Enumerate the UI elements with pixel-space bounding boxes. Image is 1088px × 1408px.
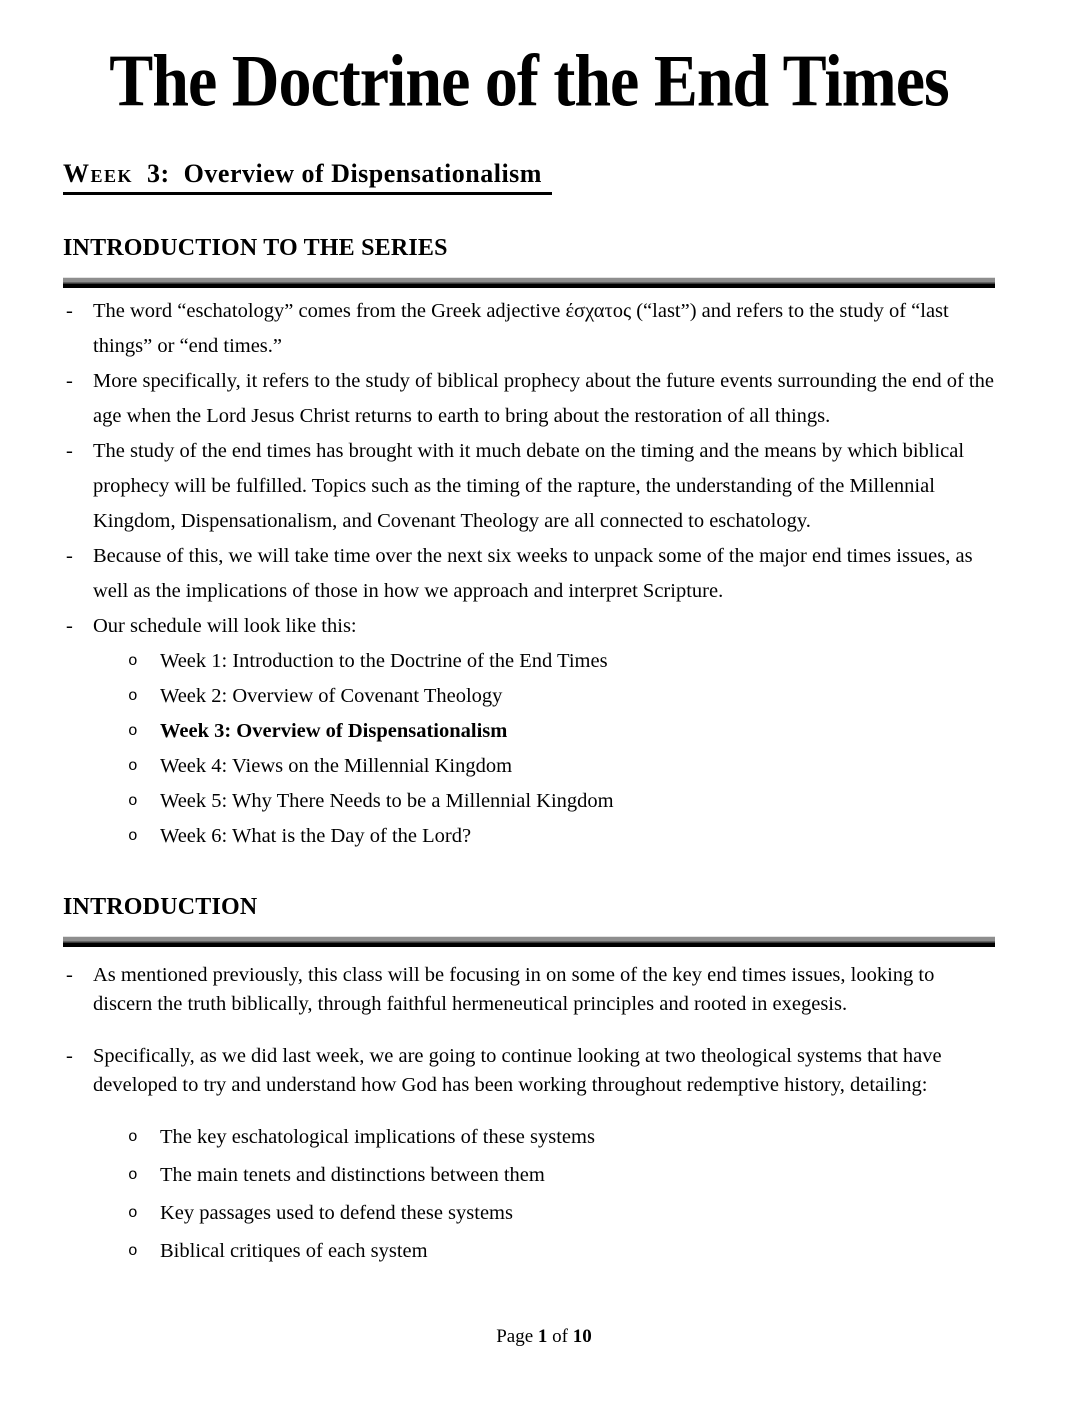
bullet-item [63, 961, 995, 1019]
dash-bullet-marker: - [66, 1044, 73, 1067]
dash-bullet-marker: - [66, 439, 73, 462]
bullet-text: Because of this, we will take time over the next six weeks to unpack some of the major end times issues, as well as the implications of those in how we approach and interpret Scripture. [93, 544, 973, 602]
bullet-text: More specifically, it refers to the study of biblical prophecy about the future events surrounding the end of the age when the Lord Jesus Christ returns to earth to bring about the restoration of all things. [93, 369, 994, 427]
introduction-section-heading: INTRODUCTION [63, 893, 258, 920]
schedule-item-text: Week 2: Overview of Covenant Theology [160, 684, 503, 707]
circle-bullet-marker: o [128, 791, 138, 810]
dash-bullet-marker: - [66, 544, 73, 567]
circle-bullet-marker: o [128, 1241, 138, 1260]
schedule-item-week-3-current [63, 714, 995, 749]
footer-of-label: of [552, 1326, 568, 1347]
footer-total-pages: 10 [572, 1326, 592, 1347]
sub-bullet-text: Key passages used to defend these systems [160, 1201, 513, 1224]
footer-page-number: 1 [537, 1326, 548, 1347]
document-title: The Doctrine of the End Times [109, 40, 949, 123]
circle-bullet-marker: o [128, 756, 138, 775]
sub-bullet-item [63, 1237, 995, 1266]
sub-bullet-text: The main tenets and distinctions between them [160, 1163, 545, 1186]
dash-bullet-marker: - [66, 299, 73, 322]
circle-bullet-marker: o [128, 1127, 138, 1146]
schedule-item-week-6 [63, 819, 995, 854]
schedule-item-text: Week 6: What is the Day of the Lord? [160, 824, 472, 847]
dash-bullet-marker: - [66, 369, 73, 392]
circle-bullet-marker: o [128, 651, 138, 670]
dash-bullet-marker: - [66, 614, 73, 637]
bullet-item [63, 539, 995, 609]
schedule-item-text: Week 4: Views on the Millennial Kingdom [160, 754, 513, 777]
bullet-item [63, 434, 995, 539]
sub-bullet-item [63, 1123, 995, 1152]
section-divider-rule [63, 936, 995, 947]
circle-bullet-marker: o [128, 1165, 138, 1184]
bullet-item [63, 609, 995, 644]
introduction-bullet-list [63, 961, 995, 1266]
bullet-text: Our schedule will look like this: [93, 614, 357, 637]
section-introduction-to-the-series [63, 235, 995, 854]
bullet-text: Specifically, as we did last week, we are going to continue looking at two theological systems that have developed to try and understand how God has been working throughout redemptive history, detailing: [93, 1044, 942, 1096]
series-bullet-list [63, 294, 995, 854]
sub-bullet-text: Biblical critiques of each system [160, 1239, 428, 1262]
sub-bullet-text: The key eschatological implications of these systems [160, 1125, 595, 1148]
bullet-item [63, 1042, 995, 1100]
schedule-sublist [63, 644, 995, 854]
schedule-item-week-1 [63, 644, 995, 679]
schedule-item-week-4 [63, 749, 995, 784]
bullet-text: The word “eschatology” comes from the Greek adjective έσχατος (“last”) and refers to the study of “last things” or “end times.” [93, 299, 949, 357]
circle-bullet-marker: o [128, 1203, 138, 1222]
footer-page-label: Page [496, 1326, 534, 1347]
circle-bullet-marker: o [128, 686, 138, 705]
schedule-item-text: Week 5: Why There Needs to be a Millennial Kingdom [160, 789, 614, 812]
schedule-item-text: Week 1: Introduction to the Doctrine of the End Times [160, 649, 608, 672]
week-heading-lead: Week [63, 158, 134, 188]
bullet-text: As mentioned previously, this class will be focusing in on some of the key end times issues, looking to discern the truth biblically, through faithful hermeneutical principles and rooted in exegesis. [93, 963, 935, 1015]
dash-bullet-marker: - [66, 963, 73, 986]
bullet-text: The study of the end times has brought with it much debate on the timing and the means by which biblical prophecy will be fulfilled. Topics such as the timing of the rapture, the understanding of the Millennial Kingdom, Dispensationalism, and Covenant Theology are all connected to eschatology. [93, 439, 965, 532]
circle-bullet-marker: o [128, 826, 138, 845]
week-heading [63, 159, 995, 195]
bullet-item [63, 294, 995, 364]
bullet-item [63, 364, 995, 434]
detailing-sublist [63, 1123, 995, 1266]
schedule-item-text: Week 3: Overview of Dispensationalism [160, 719, 508, 742]
circle-bullet-marker: o [128, 721, 138, 740]
sub-bullet-item [63, 1161, 995, 1190]
week-heading-underline [63, 159, 552, 195]
schedule-item-week-5 [63, 784, 995, 819]
section-divider-rule [63, 277, 995, 288]
week-heading-rest: 3: Overview of Dispensationalism [133, 158, 542, 188]
sub-bullet-item [63, 1199, 995, 1228]
series-section-heading: INTRODUCTION TO THE SERIES [63, 234, 448, 261]
page-footer [0, 1326, 1088, 1348]
schedule-item-week-2 [63, 679, 995, 714]
section-introduction [63, 894, 995, 1266]
